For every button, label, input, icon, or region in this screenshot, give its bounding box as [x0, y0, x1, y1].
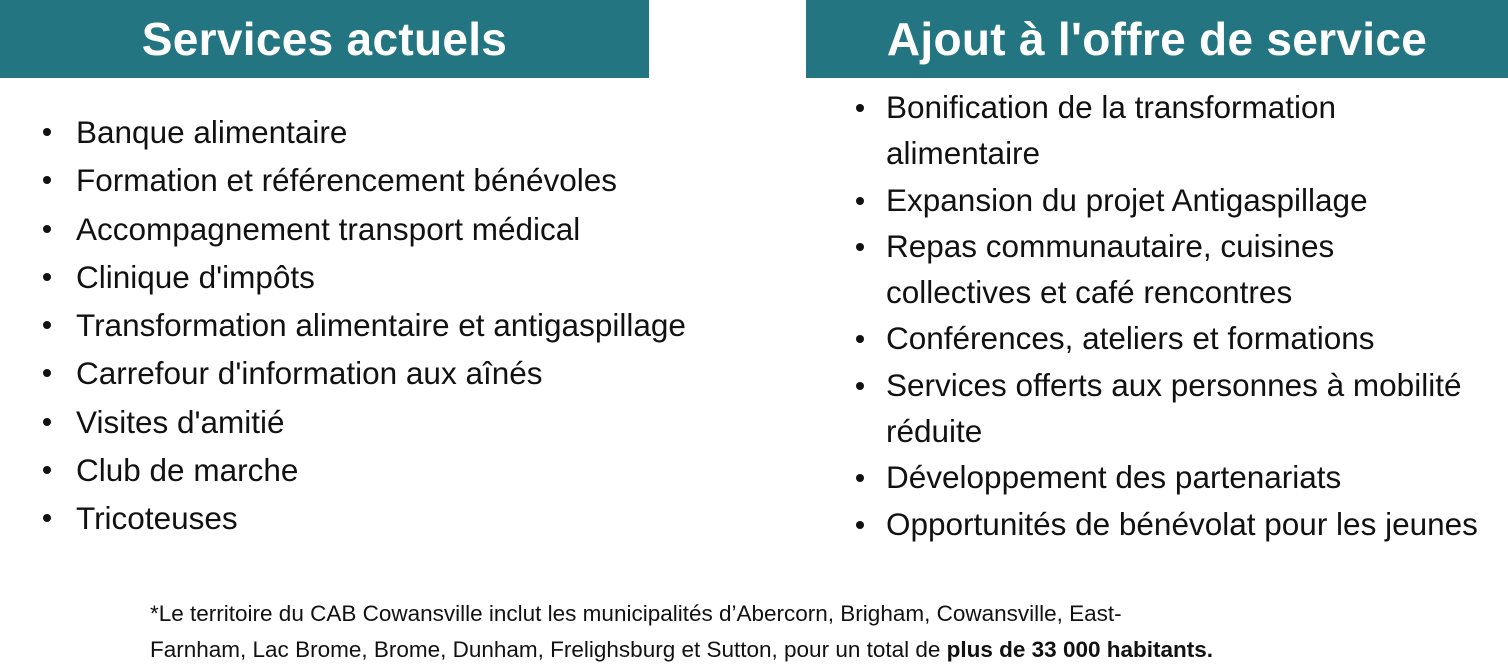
bullet-icon [43, 128, 51, 136]
territory-footnote [150, 596, 1450, 668]
list-item-text: Tricoteuses [76, 500, 238, 537]
list-item-text: Banque alimentaire [76, 114, 348, 150]
bullet-icon [856, 335, 864, 343]
bullet-icon [43, 225, 51, 233]
list-item-text: Repas communautaire, cuisines collectives et café rencontres [886, 227, 1335, 311]
list-item-text: Visites d'amitié [76, 403, 285, 440]
list-item-text: Bonification de la transformation alimentaire [886, 89, 1336, 172]
list-item-text: Services offerts aux personnes à mobilité réduite [886, 366, 1462, 450]
bullet-icon [856, 197, 864, 205]
list-item [886, 223, 1486, 316]
list-item [76, 398, 796, 446]
list-item-text: Clinique d'impôts [76, 258, 315, 295]
bullet-icon [43, 273, 51, 281]
list-item-text: Carrefour d'information aux aînés [76, 355, 543, 392]
list-item [886, 501, 1486, 547]
bullet-icon [43, 321, 51, 329]
list-item [886, 362, 1486, 455]
list-item [886, 177, 1486, 223]
ajout-offre-title: Ajout à l'offre de service [886, 13, 1428, 65]
list-item [886, 315, 1486, 361]
list-item [886, 454, 1486, 500]
list-item [76, 253, 796, 301]
footnote-population: plus de 33 000 habitants. [946, 637, 1213, 662]
list-item [76, 156, 796, 204]
list-item [76, 349, 796, 397]
services-actuels-title: Services actuels [141, 13, 508, 65]
list-item [76, 494, 796, 542]
footnote-line-2: Farnham, Lac Brome, Brome, Dunham, Frelighsburg et Sutton, pour un total de [150, 637, 947, 662]
list-item-text: Formation et référencement bénévoles [76, 162, 618, 199]
services-actuels-list [76, 108, 796, 543]
list-item-text: Accompagnement transport médical [76, 210, 581, 247]
bullet-icon [43, 514, 51, 522]
list-item-text: Développement des partenariats [886, 459, 1342, 496]
ajout-offre-list [886, 84, 1486, 547]
list-item [76, 446, 796, 494]
bullet-icon [43, 466, 51, 474]
list-item-text: Conférences, ateliers et formations [886, 320, 1375, 357]
list-item-text: Opportunités de bénévolat pour les jeunes [886, 505, 1478, 542]
list-item-text: Expansion du projet Antigaspillage [886, 181, 1368, 218]
bullet-icon [856, 243, 864, 251]
list-item [886, 84, 1486, 177]
list-item-text: Transformation alimentaire et antigaspillage [76, 307, 686, 344]
list-item [76, 205, 796, 253]
ajout-offre-header [806, 0, 1508, 78]
footnote-line-1: *Le territoire du CAB Cowansville inclut les municipalités d’Abercorn, Brigham, Cowansville, East- [150, 601, 1122, 626]
bullet-icon [43, 418, 51, 426]
bullet-icon [856, 382, 864, 390]
bullet-icon [856, 521, 864, 529]
list-item-text: Club de marche [76, 452, 299, 489]
list-item [76, 301, 796, 349]
services-actuels-header [0, 0, 649, 78]
bullet-icon [856, 474, 864, 482]
bullet-icon [43, 369, 51, 377]
list-item [76, 108, 796, 156]
bullet-icon [856, 104, 864, 112]
bullet-icon [43, 176, 51, 184]
